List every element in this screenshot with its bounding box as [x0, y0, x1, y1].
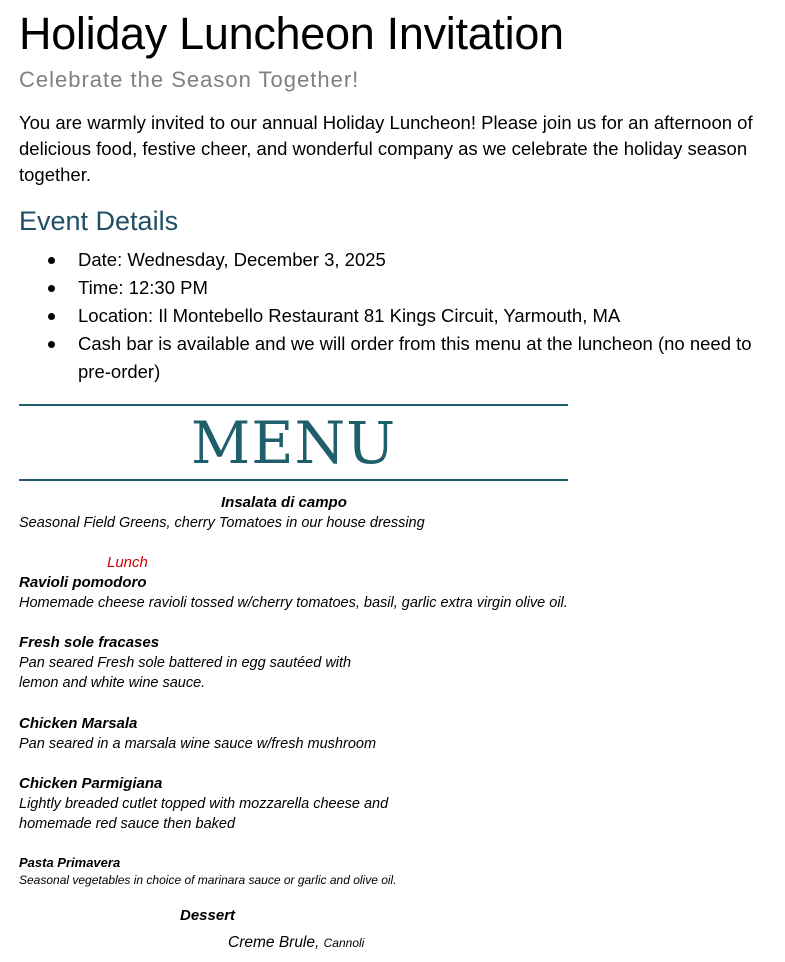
entree-name: Ravioli pomodoro [19, 574, 147, 591]
entree-description: Pan seared Fresh sole battered in egg sautéed with [19, 655, 352, 671]
event-details-list [19, 246, 785, 386]
entree-description: Pan seared in a marsala wine sauce w/fresh mushroom [19, 736, 377, 752]
list-item [19, 246, 785, 274]
bullet-icon [48, 313, 55, 320]
starter-description: Seasonal Field Greens, cherry Tomatoes in our house dressing [19, 515, 425, 531]
entree-name: Fresh sole fracases [19, 634, 160, 651]
bullet-icon [48, 285, 55, 292]
entree-name: Pasta Primavera [19, 855, 121, 870]
page-subtitle: Celebrate the Season Together! [19, 67, 360, 92]
starter-name: Insalata di campo [221, 494, 347, 511]
lunch-label: Lunch [107, 554, 148, 571]
entree-name: Chicken Marsala [19, 715, 138, 732]
entree-description: Seasonal vegetables in choice of marinara sauce or garlic and olive oil. [19, 873, 397, 887]
list-item [19, 330, 785, 386]
entree-name: Chicken Parmigiana [19, 775, 163, 792]
page-title: Holiday Luncheon Invitation [19, 8, 564, 59]
dessert-item-creme-brule: Creme Brule, [228, 934, 320, 951]
bullet-icon [48, 257, 55, 264]
menu-heading: MENU [190, 409, 397, 477]
list-item [19, 274, 785, 302]
bullet-icon [48, 341, 55, 348]
intro-paragraph: You are warmly invited to our annual Holiday Luncheon! Please join us for an afternoon of delicious food, festive cheer, and wonderful company as we celebrate the holiday season together. [19, 112, 753, 185]
entree-description: lemon and white wine sauce. [19, 675, 206, 691]
menu-bottom-divider [19, 479, 568, 481]
entree-description: Lightly breaded cutlet topped with mozzarella cheese and [19, 796, 389, 812]
event-time: Time: 12:30 PM [78, 277, 208, 298]
entree-description: homemade red sauce then baked [19, 816, 236, 832]
event-location: Location: Il Montebello Restaurant 81 Kings Circuit, Yarmouth, MA [78, 305, 621, 326]
entree-description: Homemade cheese ravioli tossed w/cherry tomatoes, basil, garlic extra virgin olive oil. [19, 595, 568, 611]
dessert-label: Dessert [180, 907, 236, 924]
dessert-item-cannoli: Cannoli [323, 936, 365, 950]
event-date: Date: Wednesday, December 3, 2025 [78, 249, 386, 270]
list-item [19, 302, 785, 330]
event-cash-bar-note: Cash bar is available and we will order from this menu at the luncheon (no need to pre-order) [78, 333, 752, 382]
event-details-heading: Event Details [19, 206, 179, 236]
menu-top-divider [19, 404, 568, 406]
dessert-items [228, 933, 364, 953]
